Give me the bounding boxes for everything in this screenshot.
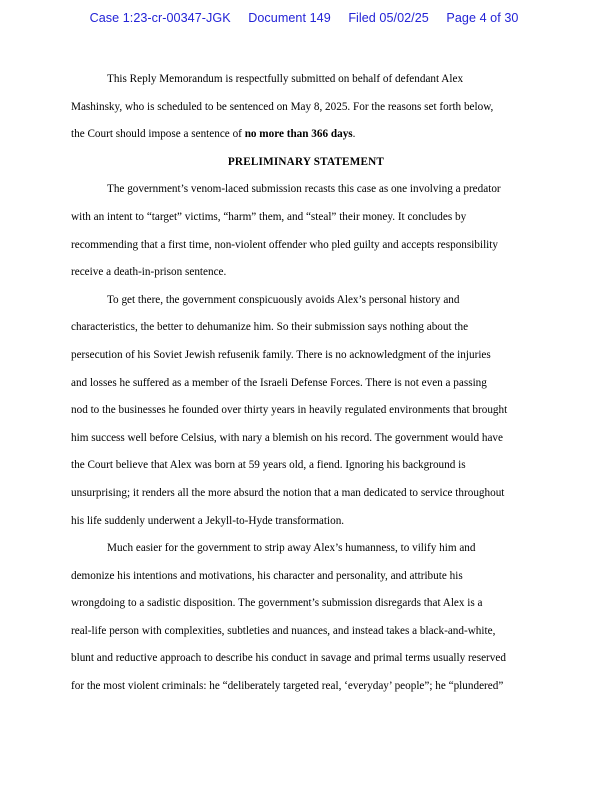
paragraph-line: him success well before Celsius, with nary a blemish on his record. The government would have: [71, 431, 503, 444]
document-number: Document 149: [248, 11, 331, 25]
paragraph-line: recommending that a first time, non-violent offender who pled guilty and accepts responsibility: [71, 238, 498, 251]
intro-line: [71, 121, 541, 149]
ecf-header: [0, 11, 608, 25]
paragraph-line: and losses he suffered as a member of the Israeli Defense Forces. There is not even a passing: [71, 376, 487, 389]
intro-line: Mashinsky, who is scheduled to be sentenced on May 8, 2025. For the reasons set forth below,: [71, 100, 494, 113]
case-number: Case 1:23-cr-00347-JGK: [89, 11, 231, 25]
paragraph-line: nod to the businesses he founded over thirty years in heavily regulated environments that brought: [71, 404, 508, 417]
intro-text-end: .: [352, 128, 356, 141]
paragraph-line: unsurprising; it renders all the more absurd the notion that a man dedicated to service throughout: [71, 486, 505, 499]
filed-date: Filed 05/02/25: [348, 11, 429, 25]
paragraph-line: real-life person with complexities, subtleties and nuances, and instead takes a black-and-white,: [71, 624, 496, 637]
section-heading: PRELIMINARY STATEMENT: [227, 155, 385, 168]
paragraph-line: blunt and reductive approach to describe his conduct in savage and primal terms usually reserved: [71, 652, 506, 665]
intro-line: This Reply Memorandum is respectfully submitted on behalf of defendant Alex: [107, 73, 464, 85]
memorandum-body: [71, 66, 541, 701]
paragraph-line: To get there, the government conspicuously avoids Alex’s personal history and: [107, 293, 460, 306]
paragraph-line: with an intent to “target” victims, “harm” them, and “steal” their money. It concludes by: [71, 210, 467, 223]
paragraph-line: receive a death-in-prison sentence.: [71, 266, 227, 279]
intro-text: the Court should impose a sentence of: [71, 128, 245, 141]
paragraph-line: persecution of his Soviet Jewish refusenik family. There is no acknowledgment of the injuries: [71, 348, 491, 361]
paragraph-line: demonize his intentions and motivations, his character and personality, and attribute his: [71, 569, 463, 582]
paragraph-line: wrongdoing to a sadistic disposition. The government’s submission disregards that Alex is a: [71, 597, 483, 610]
paragraph-line: his life suddenly underwent a Jekyll-to-Hyde transformation.: [71, 514, 345, 527]
sentence-request: no more than 366 days: [244, 128, 353, 141]
paragraph-line: for the most violent criminals: he “deliberately targeted real, ‘everyday’ people”; he “plundered”: [71, 680, 504, 693]
paragraph-line: characteristics, the better to dehumanize him. So their submission says nothing about the: [71, 321, 469, 334]
paragraph-line: Much easier for the government to strip away Alex’s humanness, to vilify him and: [107, 542, 476, 555]
paragraph-line: the Court believe that Alex was born at 59 years old, a fiend. Ignoring his background is: [71, 459, 466, 472]
page-indicator: Page 4 of 30: [446, 11, 519, 25]
paragraph-line: The government’s venom-laced submission recasts this case as one involving a predator: [107, 183, 501, 196]
